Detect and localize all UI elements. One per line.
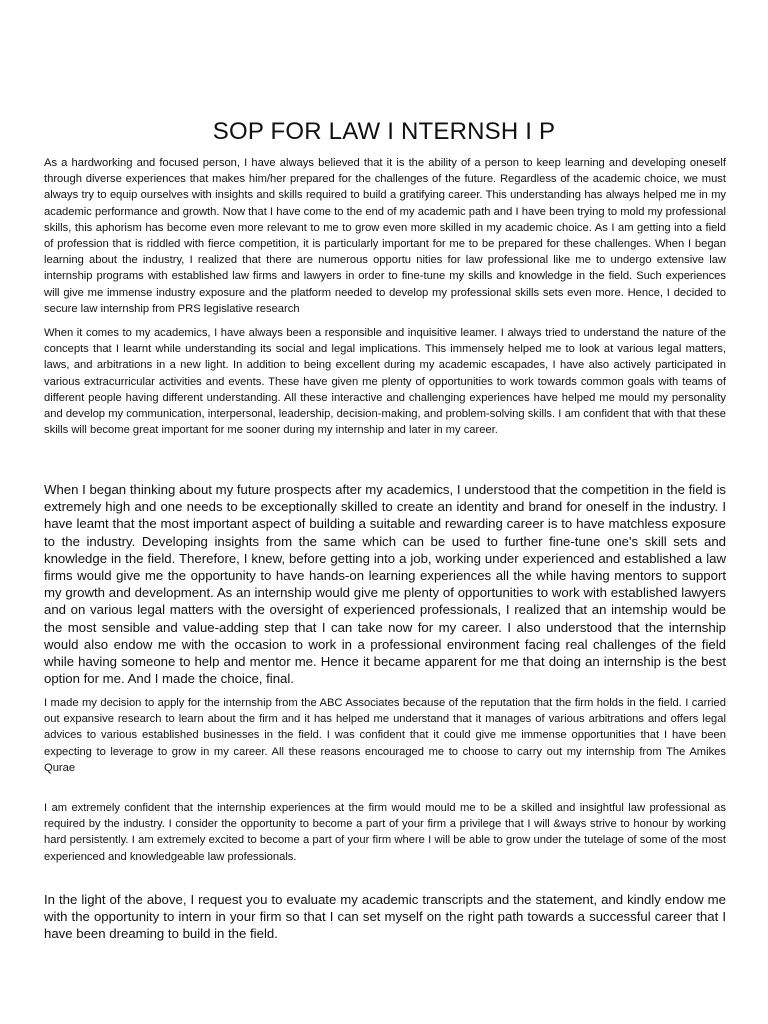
paragraph-request: In the light of the above, I request you to evaluate my academic transcripts and the statement, and kindly endow me with the opportunity to intern in your firm so that I can set myself on the right path towards a successful career that I have been dreaming to build in the field. bbox=[44, 892, 726, 942]
page-title: SOP FOR LAW I NTERNSH I P bbox=[212, 118, 556, 145]
paragraph-confidence: I am extremely confident that the internship experiences at the firm would mould me to be a skilled and insightful law professional as required by the industry. I consider the opportunity to become a part of your firm a privilege that I will &ways strive to honour by working hard persistently. I am extremely excited to become a part of your firm where I will be able to grow under the tutelage of some of the most experienced and knowledgeable law professionals. bbox=[44, 802, 726, 863]
paragraph-academics: When it comes to my academics, I have always been a responsible and inquisitive leamer. I always tried to understand the nature of the concepts that I learnt while understanding its social and legal implications. This immensely helped me to look at various legal matters, laws, and arbitrations in a new light. In addition to being excellent during my academic escapades, I have also actively participated in various extracurricular activities and events. These have given me plenty of opportunities to work towards common goals with teams of different people having different understanding. All these interactive and challenging experiences have helped me mould my personality and develop my communication, interpersonal, leadership, decision-making, and problem-solving skills. I am confident that with that these skills will become great important for me sooner during my internship and later in my career. bbox=[44, 327, 726, 437]
paragraph-future-prospects: When I began thinking about my future prospects after my academics, I understood that the competition in the field is extremely high and one needs to be exceptionally skilled to create an identity and brand for oneself in the industry. I have leamt that the most important aspect of building a suitable and rewarding career is to have matchless exposure to the industry. Developing insights from the same which can be used to further fine-tune one's skill sets and knowledge in the field. Therefore, I knew, before getting into a job, working under experienced and established a law firms would give me the opportunity to have hands-on learning experiences all the while having mentors to support my growth and development. As an internship would give me plenty of opportunities to work with established lawyers and on various legal matters with the oversight of experienced professionals, I realized that an intemship would be the most sensible and value-adding step that I can take now for my career. I also understood that the internship would also endow me with the occasion to work in a professional environment facing real challenges of the field while having someone to help and mentor me. Hence it became apparent for me that doing an internship is the best option for me. And I made the choice, final. bbox=[44, 482, 726, 687]
paragraph-introduction: As a hardworking and focused person, I have always believed that it is the ability of a person to keep learning and developing oneself through diverse experiences that makes him/her prepared for the challenges of the future. Regardless of the academic choice, we must always try to equip ourselves with insights and skills required to build a gratifying career. This understanding has always helped me in my academic performance and growth. Now that I have come to the end of my academic path and I have been trying to mold my professional skills, this aphorism has become even more relevant to me to grow even more skilled in my academic choice. As I am getting into a field of profession that is riddled with fierce competition, it is particularly important for me to be prepared for these challenges. When I began learning about the industry, I realized that there are numerous opportu nities for law professional like me to undergo extensive law internship programs with established law firms and lawyers in order to fine-tune my skills and knowledge in the field. Such experiences will give me immense industry exposure and the platform needed to develop my professional skills sets even more. Hence, I decided to secure law internship from PRS legislative research bbox=[44, 157, 726, 315]
paragraph-firm-choice: I made my decision to apply for the internship from the ABC Associates because of the reputation that the firm holds in the field. I carried out expansive research to learn about the firm and it has helped me understand that it manages of various arbitrations and offers legal advices to various established businesses in the field. I was confident that it could give me immense opportunities that I have been expecting to leverage to grow in my career. All these reasons encouraged me to choose to carry out my internship from The Amikes Qurae bbox=[44, 697, 726, 774]
